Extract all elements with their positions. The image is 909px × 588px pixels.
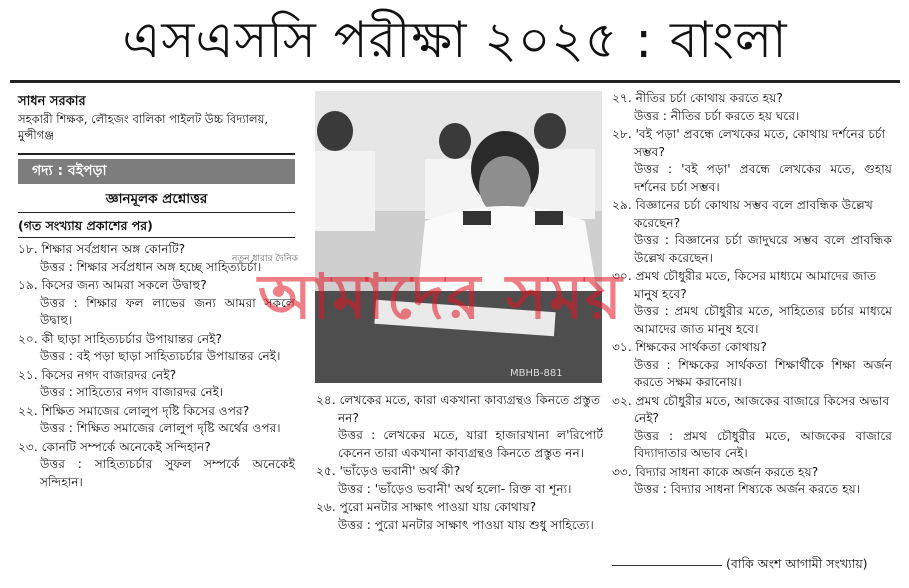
qa-list-left: [18, 241, 295, 491]
author-divider: [18, 153, 295, 155]
qa-item: [612, 339, 892, 392]
qa-item: [18, 439, 295, 492]
footer-note: (বাকি অংশ আগামী সংখ্যায়): [726, 556, 868, 571]
qa-list-middle: [316, 392, 603, 534]
watermark-tag: নতুন ধারার দৈনিক: [232, 254, 298, 264]
subheading: জ্ঞানমূলক প্রশ্নোত্তর: [105, 191, 208, 207]
answer: উত্তর : শিক্ষকের সার্থকতা শিক্ষার্থীকে শিক্ষা অর্জন করতে সক্ষম করানোয়।: [634, 357, 892, 389]
qa-item: [612, 90, 892, 125]
question: ২৬. পুরো মনটার সাক্ষাৎ পাওয়া যায় কোথায়?: [316, 500, 537, 514]
question: ২৫. 'ভাঁড়েও ভবানী' অর্থ কী?: [316, 464, 461, 478]
qa-item: [316, 463, 603, 498]
question: ৩২. প্রমথ চৌধুরীর মতে, আজকের বাজারে কিসের অভাব নেই?: [612, 393, 890, 425]
question: ২১. কিসের নগদ বাজারদর নেই?: [18, 367, 177, 382]
author-designation: সহকারী শিক্ষক, লৌহজং বালিকা পাইলট উচ্চ বিদ্যালয়, মুন্সীগঞ্জ: [18, 112, 269, 142]
answer: উত্তর : 'ভাঁড়েও ভবানী' অর্থ হলো- রিক্ত বা শূন্য।: [338, 481, 572, 496]
qa-item: [316, 392, 603, 462]
question: ৩১. শিক্ষকের সার্থকতা কোথায়?: [612, 340, 767, 354]
answer: উত্তর : প্রমথ চৌধুরীর মতে, আজকের বাজারে বিদ্যাদাতার অভাব নেই।: [634, 428, 892, 460]
question: ২২. শিক্ষিত সমাজের লোলুপ দৃষ্টি কিসের ওপর?: [18, 403, 250, 418]
question: ১৮. শিক্ষার সর্বপ্রধান অঙ্গ কোনটি?: [18, 242, 186, 256]
qa-item: [316, 499, 603, 534]
plate-text: MBHB-881: [510, 368, 563, 379]
question: ২৯. বিজ্ঞানের চর্চা কোথায় সম্ভব বলে প্রাবন্ধিক উল্লেখ করেছেন?: [612, 198, 873, 230]
answer: উত্তর : পুরো মনটার সাক্ষাৎ পাওয়া যায় শুধু সাহিত্যে।: [338, 517, 594, 532]
qa-item: [18, 403, 295, 438]
answer: উত্তর : 'বই পড়া' প্রবন্ধে লেখকের মতে, গুহায় দর্শনের চর্চা সম্ভব।: [634, 162, 892, 194]
author-name: সাধন সরকার: [18, 94, 86, 109]
context-divider: [18, 237, 295, 238]
context-note: (গত সংখ্যায় প্রকাশের পর): [18, 218, 153, 233]
watermark-logo: আমাদের সময়: [258, 260, 624, 333]
headline: এসএসসি পরীক্ষা ২০২৫ : বাংলা: [122, 11, 788, 69]
question: ১৯. কিসের জন্য আমরা সকলে উদ্বাহু?: [18, 278, 207, 292]
question: ২৪. লেখকের মতে, কারা একখানা কাব্যগ্রন্থও কিনতে প্রস্তুত নন?: [316, 393, 601, 425]
exam-photo: [315, 91, 602, 383]
qa-item: [612, 464, 892, 499]
subheading-divider: [18, 212, 295, 213]
answer: উত্তর : সাহিত্যচর্চার সুফল সম্পর্কে অনেকেই সন্দিহান।: [40, 457, 295, 489]
answer: উত্তর : শিক্ষার সর্বপ্রধান অঙ্গ হচ্ছে সাহিত্যচর্চা।: [40, 259, 262, 274]
question: ৩০. প্রমথ চৌধুরীর মতে, কিসের মাধ্যমে আমাদের জাত মানুষ হবে?: [612, 269, 877, 301]
question: ২৭. নীতির চর্চা কোথায় করতে হয়?: [612, 91, 783, 105]
footer-rule: [612, 565, 722, 566]
qa-item: [18, 277, 295, 330]
question: ২৩. কোনটি সম্পর্কে অনেকেই সন্দিহান?: [18, 439, 211, 454]
answer: উত্তর : সাহিত্যের নগদ বাজারদর নেই।: [40, 385, 224, 399]
qa-item: [18, 331, 295, 366]
answer: উত্তর : বিদ্যার সাধনা শিষ্যকে অর্জন করতে হয়।: [634, 482, 861, 496]
qa-item: [612, 393, 892, 463]
question: ২৮. 'বই পড়া' প্রবন্ধে লেখকের মতে, কোথায় দর্শনের চর্চা সম্ভব?: [612, 127, 886, 159]
answer: উত্তর : শিক্ষার ফল লাভের জন্য আমরা সকলে উদ্বাহু।: [40, 295, 295, 327]
qa-item: [612, 268, 892, 338]
qa-item: [612, 126, 892, 196]
column-right: [612, 90, 892, 500]
answer: উত্তর : বই পড়া ছাড়া সাহিত্যচর্চার উপায়ান্তর নেই।: [40, 349, 281, 363]
students-illustration: [315, 91, 602, 383]
qa-item: [612, 197, 892, 267]
answer: উত্তর : প্রমথ চৌধুরীর মতে, সাহিত্যের চর্চার মাধ্যমে আমাদের জাত মানুষ হবে।: [634, 304, 892, 336]
qa-list-right: [612, 90, 892, 499]
answer: উত্তর : শিক্ষিত সমাজের লোলুপ দৃষ্টি অর্থের ওপর।: [40, 421, 281, 435]
answer: উত্তর : নীতির চর্চা করতে হয় ঘরে।: [634, 108, 800, 123]
answer: উত্তর : বিজ্ঞানের চর্চা জাদুঘরে সম্ভব বলে প্রাবন্ধিক উল্লেখ করেছেন।: [634, 233, 892, 265]
section-bar: গদ্য : বইপড়া: [18, 159, 295, 184]
question: ২০. কী ছাড়া সাহিত্যচর্চার উপায়ান্তর নেই?: [18, 331, 222, 346]
answer: উত্তর : লেখকের মতে, যারা হাজারখানা ল'রিপোর্ট কেনেন তারা একখানা কাব্যগ্রন্থও কিনতে প্রস্তুত নন।: [338, 428, 603, 460]
question: ৩৩. বিদ্যার সাধনা কাকে অর্জন করতে হয়?: [612, 464, 819, 479]
column-middle: [316, 392, 603, 535]
qa-item: [18, 367, 295, 402]
column-left: [18, 92, 295, 492]
headline-rule: [10, 80, 900, 83]
